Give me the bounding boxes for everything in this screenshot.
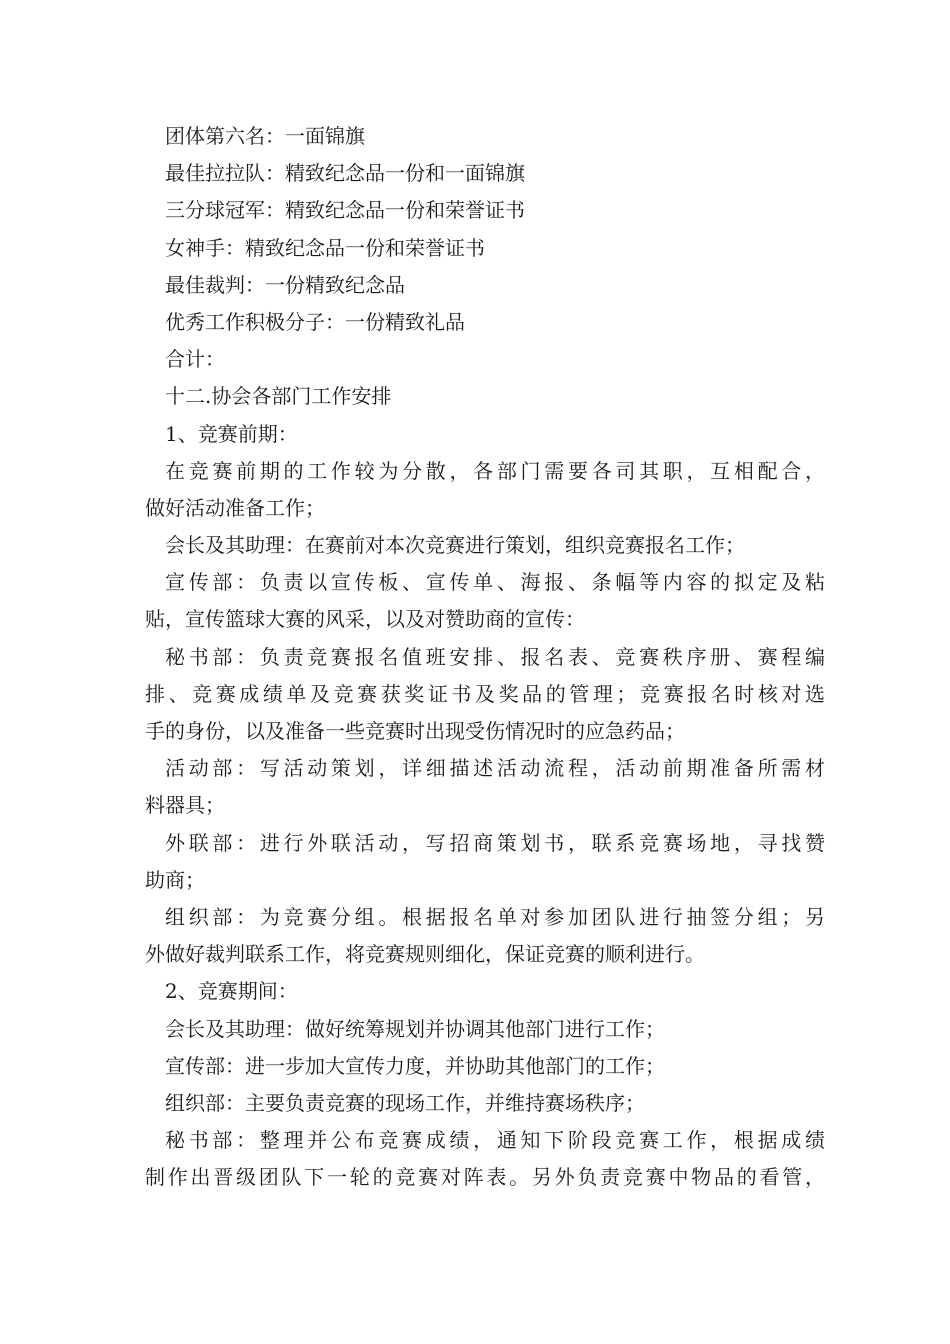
paragraph-line: 组织部：主要负责竞赛的现场工作，并维持赛场秩序；	[165, 1090, 645, 1115]
paragraph-line: 宣传部：负责以宣传板、宣传单、海报、条幅等内容的拟定及粘	[165, 570, 825, 595]
paragraph-line: 在竞赛前期的工作较为分散，各部门需要各司其职，互相配合，	[165, 458, 825, 483]
paragraph-line: 组织部：为竞赛分组。根据报名单对参加团队进行抽签分组；另	[165, 904, 825, 929]
subsection-heading-during: 2、竞赛期间：	[165, 979, 298, 1004]
award-line-team-sixth: 团体第六名：一面锦旗	[165, 124, 365, 148]
paragraph-line: 贴，宣传篮球大赛的风采，以及对赞助商的宣传：	[145, 607, 585, 632]
subsection-heading-pre: 1、竞赛前期：	[165, 421, 298, 446]
award-line-three-point: 三分球冠军：精致纪念品一份和荣誉证书	[165, 198, 525, 223]
section-heading: 十二.协会各部门工作安排	[165, 384, 392, 409]
award-line-best-worker: 优秀工作积极分子：一份精致礼品	[165, 309, 465, 334]
award-line-best-referee: 最佳裁判：一份精致纪念品	[165, 272, 405, 297]
paragraph-line: 会长及其助理：做好统筹规划并协调其他部门进行工作；	[165, 1016, 665, 1041]
award-line-female-shooter: 女神手：精致纪念品一份和荣誉证书	[165, 235, 485, 260]
paragraph-line: 秘书部：整理并公布竞赛成绩，通知下阶段竞赛工作，根据成绩	[165, 1128, 825, 1153]
paragraph-line: 助商；	[145, 867, 205, 892]
total-line: 合计：	[165, 347, 225, 372]
paragraph-line: 外联部：进行外联活动，写招商策划书，联系竞赛场地，寻找赞	[165, 830, 825, 855]
paragraph-line: 会长及其助理：在赛前对本次竞赛进行策划，组织竞赛报名工作；	[165, 533, 745, 558]
paragraph-line: 宣传部：进一步加大宣传力度，并协助其他部门的工作；	[165, 1053, 665, 1078]
paragraph-line: 做好活动准备工作；	[145, 495, 325, 520]
paragraph-line: 料器具；	[145, 793, 225, 818]
paragraph-line: 排、竞赛成绩单及竞赛获奖证书及奖品的管理；竞赛报名时核对选	[145, 681, 825, 706]
paragraph-line: 秘书部：负责竞赛报名值班安排、报名表、竞赛秩序册、赛程编	[165, 644, 825, 669]
document-body	[145, 118, 825, 1196]
paragraph-line: 制作出晋级团队下一轮的竞赛对阵表。另外负责竞赛中物品的看管，	[145, 1165, 825, 1190]
award-line-best-cheer: 最佳拉拉队：精致纪念品一份和一面锦旗	[165, 161, 525, 186]
paragraph-line: 活动部：写活动策划，详细描述活动流程，活动前期准备所需材	[165, 756, 825, 781]
paragraph-line: 手的身份，以及准备一些竞赛时出现受伤情况时的应急药品；	[145, 719, 685, 743]
paragraph-line: 外做好裁判联系工作，将竞赛规则细化，保证竞赛的顺利进行。	[145, 942, 705, 967]
